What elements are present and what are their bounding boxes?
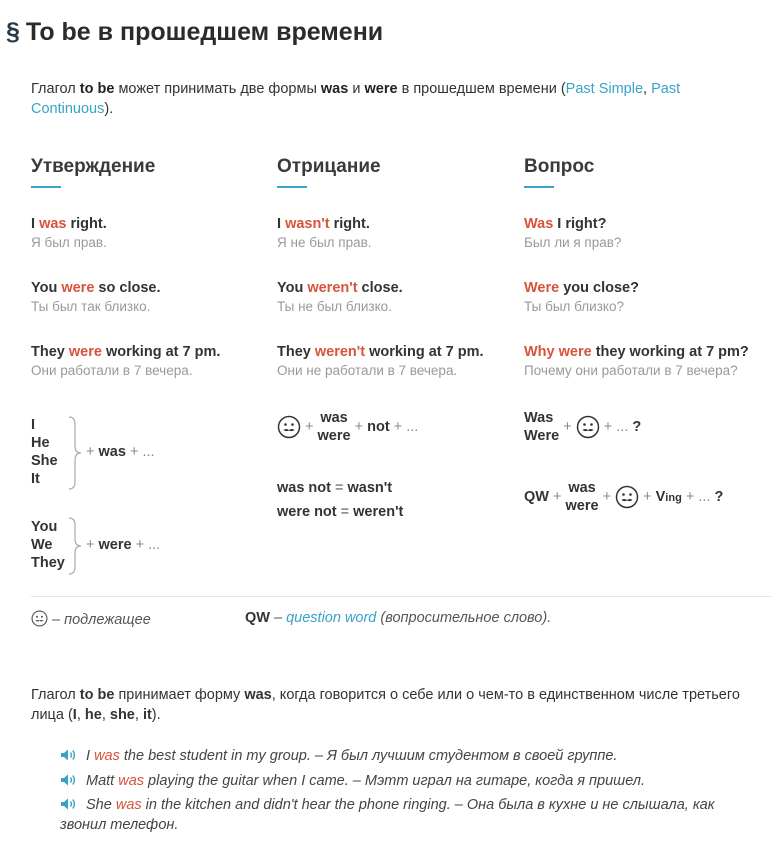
pronoun-group-was: I He She It (31, 417, 58, 487)
speaker-icon[interactable] (60, 797, 78, 811)
intro-text: и (348, 81, 365, 97)
page-title-text: To be в прошедшем времени (25, 18, 384, 46)
intro-bold: were (364, 81, 398, 97)
affirmative-example: You were so close. (31, 280, 161, 296)
page-title (6, 18, 383, 47)
heading-underline (277, 186, 307, 188)
heading-underline (524, 186, 554, 188)
intro-bold: was (320, 81, 349, 97)
intro-bold: to be (79, 81, 115, 97)
subject-face-icon (615, 485, 639, 509)
contraction-were-not: were not = weren't (277, 504, 404, 520)
translation: Я был прав. (31, 235, 107, 250)
past-continuous-link[interactable]: Past Continuous (31, 81, 681, 117)
intro-text: Глагол (31, 81, 80, 97)
pronoun-group-were: You We They (31, 519, 65, 571)
speaker-icon[interactable] (60, 748, 78, 762)
negative-example: They weren't working at 7 pm. (277, 344, 484, 360)
translation: Ты был близко? (524, 299, 624, 314)
qw-question-formula: QW + was were + + Ving + ... ? (524, 480, 724, 514)
intro-text: , (643, 81, 652, 97)
intro-text: в прошедшем времени ( (397, 81, 566, 97)
divider (31, 596, 771, 597)
affirmative-example: I was right. (31, 216, 107, 232)
subject-face-icon (576, 415, 600, 439)
affirmative-example: They were working at 7 pm. (31, 344, 221, 360)
was-usage-paragraph: Глагол to be принимает форму was, когда говорится о себе или о чем-то в единственном числе третьего лица (I, he, she, it). (31, 687, 740, 723)
contraction-was-not: was not = wasn't (277, 480, 393, 496)
legend-subject: – подлежащее (31, 610, 151, 628)
list-item: I was the best student in my group. – Я был лучшим студентом в своей группе. (60, 746, 760, 766)
translation: Они не работали в 7 вечера. (277, 363, 458, 378)
translation: Они работали в 7 вечера. (31, 363, 193, 378)
negative-formula: + was were + not + ... (277, 409, 418, 445)
heading-negative: Отрицание (277, 156, 381, 177)
translation: Ты был так близко. (31, 299, 151, 314)
legend-qw: QW – question word (вопросительное слово). (245, 610, 552, 626)
heading-affirmative: Утверждение (31, 156, 156, 177)
translation: Я не был прав. (277, 235, 372, 250)
translation: Был ли я прав? (524, 235, 622, 250)
section-icon: § (6, 18, 20, 46)
question-word-link[interactable]: question word (286, 610, 377, 626)
heading-underline (31, 186, 61, 188)
question-example: Why were they working at 7 pm? (524, 344, 749, 360)
past-simple-link[interactable]: Past Simple (565, 81, 644, 97)
heading-question: Вопрос (524, 156, 595, 177)
list-item: Matt was playing the guitar when I came. – Мэтт играл на гитаре, когда я пришел. (60, 771, 760, 791)
negative-example: You weren't close. (277, 280, 403, 296)
negative-example: I wasn't right. (277, 216, 370, 232)
brace-icon (66, 517, 82, 575)
were-formula: + were + ... (86, 537, 161, 553)
question-formula: Was Were + + ... ? (524, 410, 642, 444)
question-example: Were you close? (524, 280, 639, 296)
intro-text: ). (104, 101, 114, 117)
translation: Почему они работали в 7 вечера? (524, 363, 738, 378)
intro-text: может принимать две формы (114, 81, 321, 97)
speaker-icon[interactable] (60, 773, 78, 787)
was-formula: + was + ... (86, 444, 155, 460)
translation: Ты не был близко. (277, 299, 392, 314)
subject-face-icon (31, 610, 48, 627)
subject-face-icon (277, 415, 301, 439)
intro-paragraph (31, 79, 731, 119)
brace-icon (66, 416, 82, 490)
list-item: She was in the kitchen and didn't hear the phone ringing. – Она была в кухне и не слышала, как звонил телефон. (60, 797, 715, 833)
question-example: Was I right? (524, 216, 607, 232)
